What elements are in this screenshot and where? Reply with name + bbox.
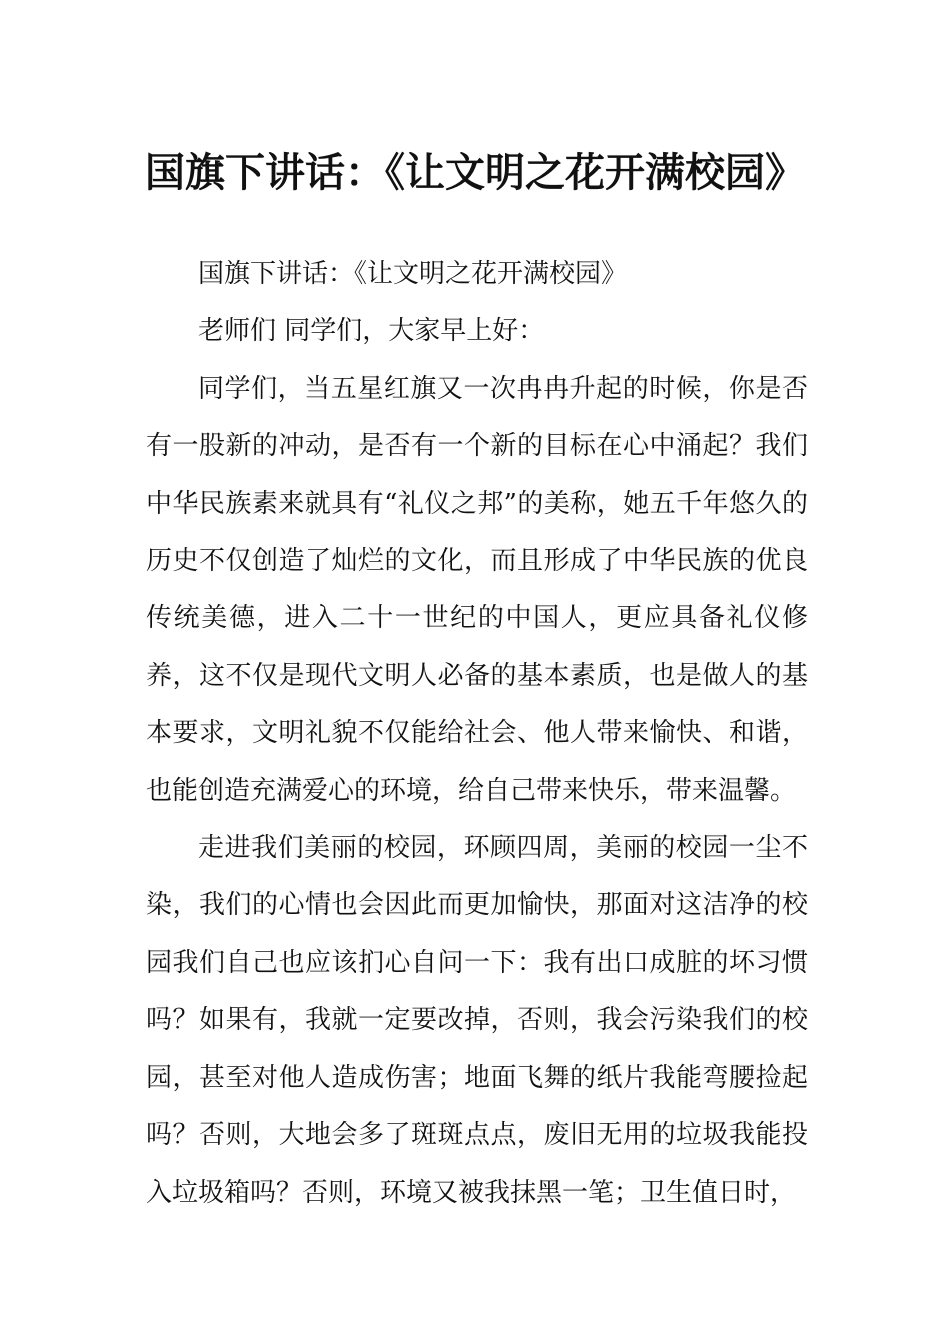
paragraph-subtitle: 国旗下讲话：《让文明之花开满校园》 bbox=[198, 259, 628, 289]
document-title: 国旗下讲话：《让文明之花开满校园》 bbox=[145, 148, 805, 196]
paragraph-campus: 走进我们美丽的校园，环顾四周，美丽的校园一尘不染，我们的心情也会因此而更加愉快，那面对这洁净的校园我们自己也应该扪心自问一下：我有出口成脏的坏习惯吗？如果有，我就一定要改掉，否则，我会污染我们的校园，甚至对他人造成伤害；地面飞舞的纸片我能弯腰捡起吗？否则，大地会多了斑斑点点，废旧无用的垃圾我能投入垃圾箱吗？否则，环境又被我抹黑一笔；卫生值日时， bbox=[146, 833, 808, 1208]
document-body bbox=[146, 246, 808, 1222]
paragraph-civilization: 同学们，当五星红旗又一次冉冉升起的时候，你是否有一股新的冲动，是否有一个新的目标在心中涌起？我们中华民族素来就具有“礼仪之邦”的美称，她五千年悠久的历史不仅创造了灿烂的文化，而且形成了中华民族的优良传统美德，进入二十一世纪的中国人，更应具备礼仪修养，这不仅是现代文明人必备的基本素质，也是做人的基本要求，文明礼貌不仅能给社会、他人带来愉快、和谐，也能创造充满爱心的环境，给自己带来快乐，带来温馨。 bbox=[146, 373, 808, 806]
paragraph-greeting: 老师们 同学们，大家早上好： bbox=[198, 316, 545, 347]
